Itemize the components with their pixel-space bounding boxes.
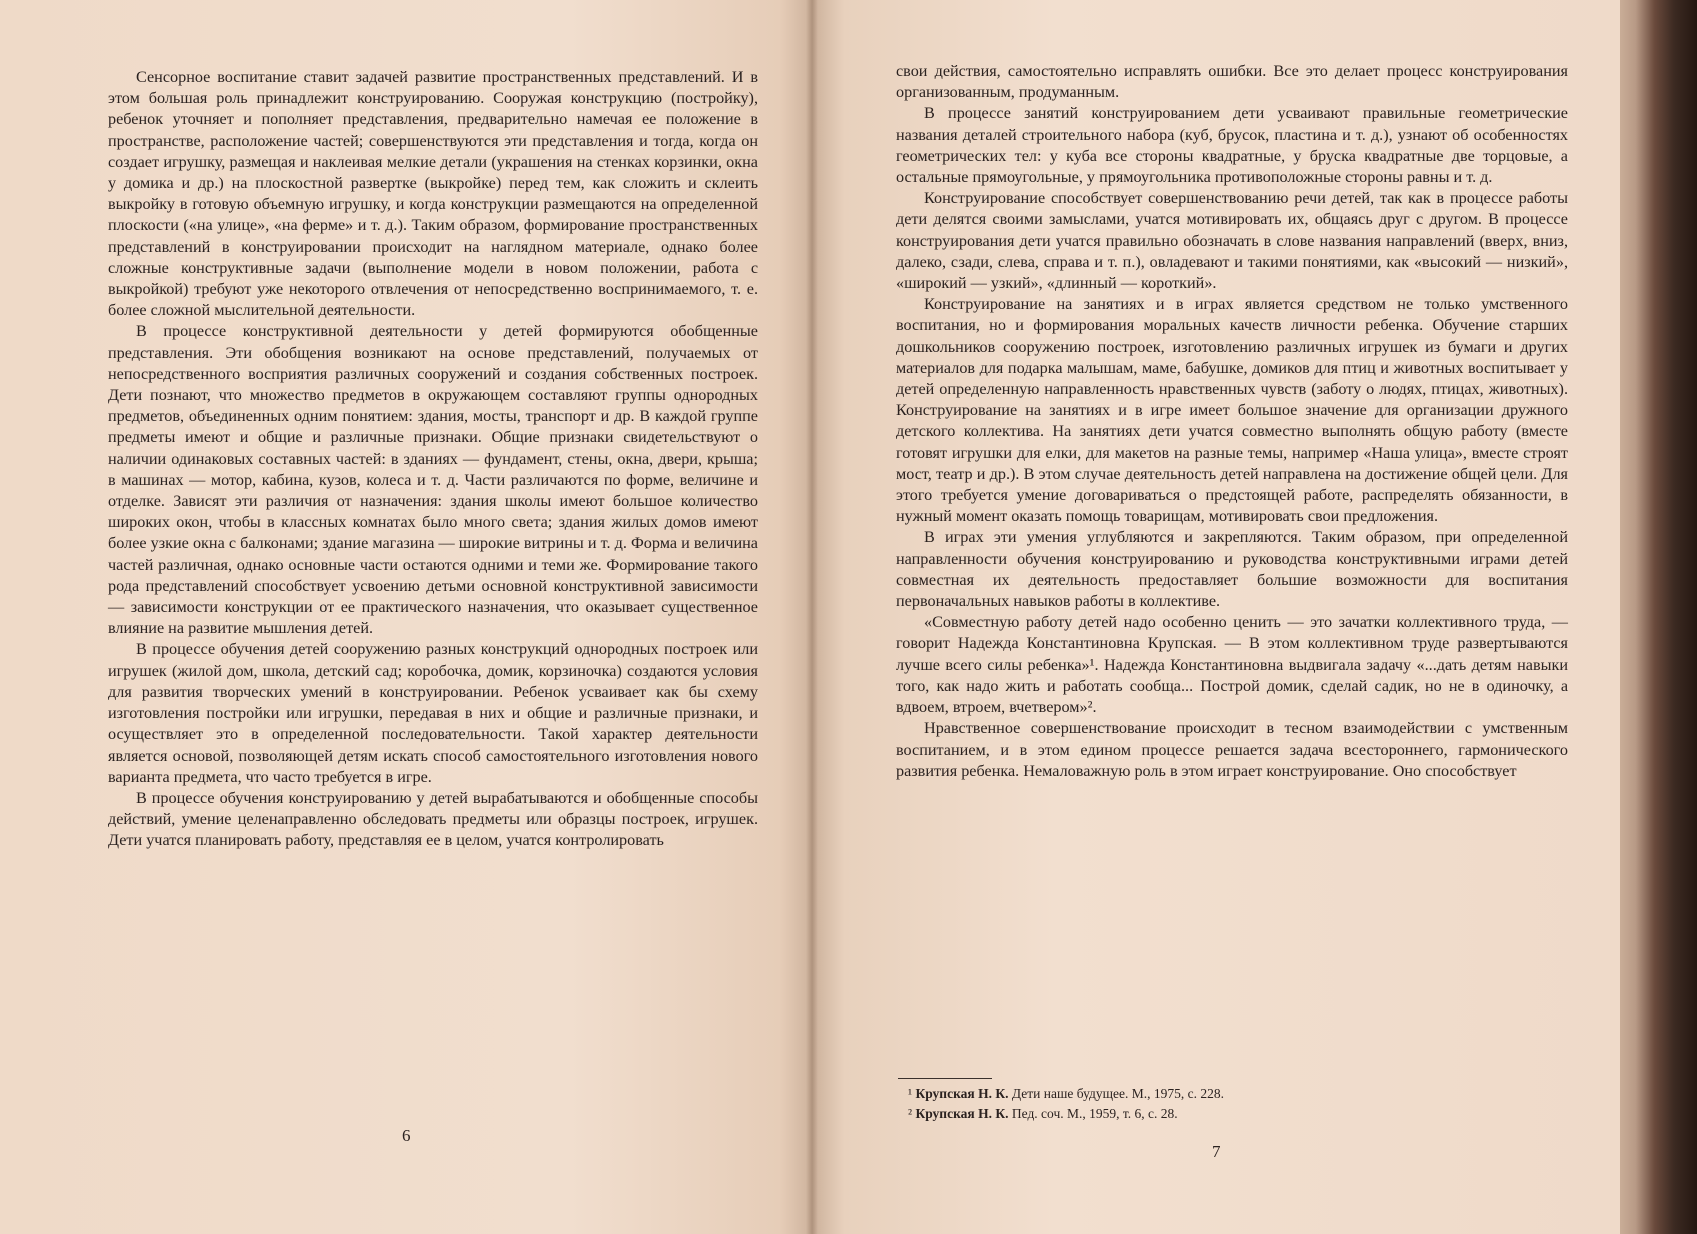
right-page [812,0,1620,1234]
book-cover-edge [1620,0,1697,1234]
paragraph: В процессе обучения детей сооружению разных конструкций однородных построек или игрушек (жилой дом, школа, детский сад; коробочка, домик, корзиночка) создаются условия для развития творческих умений в конструировании. Ребенок усваивает как бы схему изготовления постройки или игрушки, передавая в них и общие и различные признаки, и осуществляет это в определенной последовательности. Такой характер деятельности является основой, позволяющей детям искать способ самостоятельного изготовления нового варианта предмета, что часто требуется в игре. [108,640,758,786]
paragraph: Конструирование способствует совершенствованию речи детей, так как в процессе работы дети делятся своими замыслами, учатся мотивировать их, общаясь друг с другом. В процессе конструирования дети учатся правильно обозначать в слове названия направлений (вверх, вниз, далеко, сзади, слева, справа и т. п.), овладевают и такими понятиями, как «высокий — низкий», «широкий — узкий», «длинный — короткий». [896,189,1568,293]
footnote-rule [898,1078,992,1079]
paragraph: В играх эти умения углубляются и закрепляются. Таким образом, при определенной направленности обучения конструированию и руководства конструктивными играми детей совместная их деятельность предоставляет большие возможности для воспитания первоначальных навыков работы в коллективе. [896,528,1568,611]
paragraph: Сенсорное воспитание ставит задачей развитие пространственных представлений. И в этом большая роль принадлежит конструированию. Сооружая конструкцию (постройку), ребенок уточняет и пополняет представления, предварительно намечая ее положение в пространстве, расположение частей; совершенствуются эти представления и тогда, когда он создает игрушку, размещая и наклеивая мелкие детали (украшения на стенках корзинки, окна у домика и др.) на плоскостной развертке (выкройке) перед тем, как сложить и склеить выкройку в готовую объемную игрушку, и когда конструкции размещаются на определенной плоскости («на улице», «на ферме» и т. д.). Таким образом, формирование пространственных представлений в конструировании происходит на наглядном материале, однако более сложные конструктивные задачи (выполнение модели в новом положении, работа с выкройкой) требуют уже некоторого отвлечения от непосредственно воспринимаемого, т. е. более сложной мыслительной деятельности. [108,68,758,320]
paragraph: Нравственное совершенствование происходит в тесном взаимодействии с умственным воспитанием, и в этом едином процессе решается задача всестороннего, гармонического развития ребенка. Немаловажную роль в этом играет конструирование. Оно способствует [896,719,1568,780]
page-number: 6 [402,1126,411,1145]
page-number: 7 [1212,1142,1221,1161]
footnote-author: Крупская Н. К. [915,1106,1009,1121]
footnote [908,1104,1508,1124]
footnote-author: Крупская Н. К. [915,1086,1009,1101]
right-page-text [896,61,1568,782]
paragraph: В процессе занятий конструированием дети усваивают правильные геометрические названия деталей строительного набора (куб, брусок, пластина и т. д.), узнают об особенностях геометрических тел: у куба все стороны квадратные, у бруска квадратные две торцовые, а остальные прямоугольные, у прямоугольника противоположные стороны равны и т. д. [896,104,1568,187]
book-gutter [806,0,818,1234]
paragraph: Конструирование на занятиях и в играх является средством не только умственного воспитания, но и формирования моральных качеств личности ребенка. Обучение старших дошкольников сооружению построек, изготовлению различных игрушек из бумаги и других материалов для подарка малышам, маме, бабушке, домиков для птиц и животных воспитывает у детей определенную направленность нравственных чувств (заботу о людях, птицах, животных). Конструирование на занятиях и в игре имеет большое значение для организации дружного детского коллектива. На занятиях дети учатся совместно выполнять общую работу (вместе готовят игрушки для елки, для макетов на разные темы, например «Наша улица», вместе строят мост, театр и др.). В этом случае деятельность детей направлена на достижение общей цели. Для этого требуется умение договариваться о предстоящей работе, распределять обязанности, в нужный момент оказать помощь товарищам, мотивировать свои предложения. [896,295,1568,526]
left-page [0,0,812,1234]
paragraph: «Совместную работу детей надо особенно ценить — это зачатки коллективного труда, — говорит Надежда Константиновна Крупская. — В этом коллективном труде развертываются лучше всего силы ребенка»¹. Надежда Константиновна выдвигала задачу «...дать детям навыки того, как надо жить и работать сообща... Построй домик, сделай садик, но не в одиночку, а вдвоем, втроем, вчетвером»². [896,613,1568,717]
paragraph: В процессе конструктивной деятельности у детей формируются обобщенные представления. Эти обобщения возникают на основе представлений, получаемых от непосредственного восприятия различных сооружений и создания собственных построек. Дети познают, что множество предметов в окружающем составляют группы однородных предметов, объединенных одним понятием: здания, мосты, транспорт и др. В каждой группе предметы имеют и общие и различные признаки. Общие признаки свидетельствуют о наличии одинаковых составных частей: в зданиях — фундамент, стены, окна, двери, крыша; в машинах — мотор, кабина, кузов, колеса и т. д. Части различаются по форме, величине и отделке. Зависят эти различия от назначения: здания школы имеют большое количество широких окон, чтобы в классных комнатах было много света; здания жилых домов имеют более узкие окна с балконами; здание магазина — широкие витрины и т. д. Форма и величина частей различная, однако основные части остаются одними и теми же. Формирование такого рода представлений способствует усвоению детьми основной конструктивной зависимости — зависимости конструкции от ее практического назначения, что оказывает существенное влияние на развитие мышления детей. [108,322,758,638]
paragraph: В процессе обучения конструированию у детей вырабатываются и обобщенные способы действий, умение целенаправленно обследовать предметы или образцы построек, игрушек. Дети учатся планировать работу, представляя ее в целом, учатся контролировать [108,788,758,850]
footnote-text: Пед. соч. М., 1959, т. 6, с. 28. [1011,1106,1178,1121]
paragraph: свои действия, самостоятельно исправлять ошибки. Все это делает процесс конструирования организованным, продуманным. [896,62,1568,102]
footnote-mark: ² [908,1106,913,1121]
footnote [908,1084,1508,1104]
footnote-mark: ¹ [908,1086,913,1101]
left-page-text [108,67,758,852]
footnote-text: Дети наше будущее. М., 1975, с. 228. [1011,1086,1224,1101]
footnotes [908,1084,1508,1124]
